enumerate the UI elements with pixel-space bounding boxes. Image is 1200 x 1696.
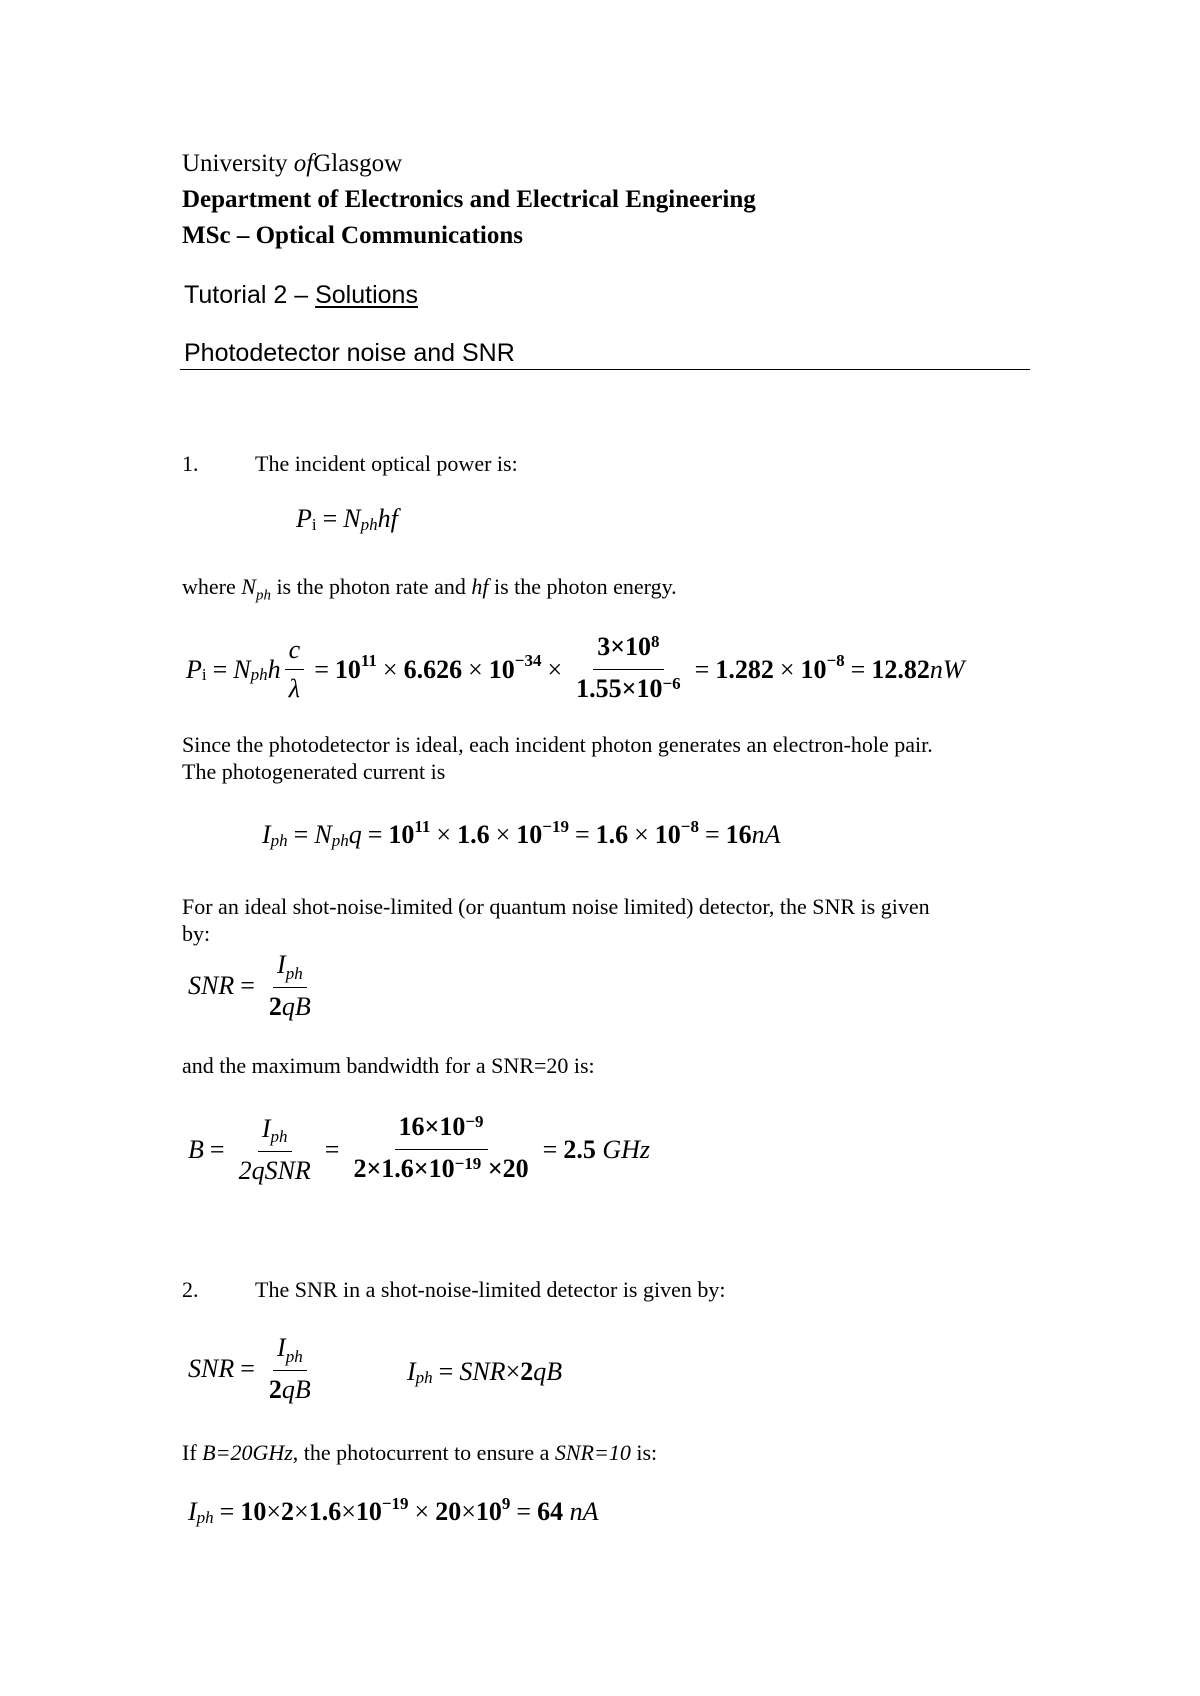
bw-num: I xyxy=(261,1113,271,1143)
snr1-lhs: SNR xyxy=(188,971,235,1000)
iph3-lhs: I xyxy=(188,1497,197,1526)
university-line xyxy=(182,150,402,178)
eq-incident-power xyxy=(296,504,398,534)
where-hf: hf xyxy=(471,574,489,599)
iph-t3-exp: −19 xyxy=(542,816,569,836)
iph3-f-exp: 9 xyxy=(501,1493,511,1513)
where-nph: N xyxy=(241,574,256,599)
eq-bandwidth: B = $\frac{I_{ph}}{\text{2qSNR}}$ = $\frac{16\times 10^{-9}}{2\times 1.6\times 10^{-19} \times 20}$ = 2.5 GHz xyxy=(188,1110,650,1189)
eq-snr-1: SNR = $\frac{I_{ph}}{2qB}$ xyxy=(188,948,319,1024)
tutorial-subtitle: Photodetector noise and SNR xyxy=(184,339,515,367)
if-pre: If xyxy=(182,1440,203,1465)
bw-lhs: B xyxy=(188,1134,204,1164)
iph2-lhs: I xyxy=(407,1357,416,1386)
tutorial-solutions: Solutions xyxy=(315,281,418,309)
iph2-qb: qB xyxy=(533,1357,563,1386)
snr1-den-b: qB xyxy=(281,992,311,1021)
iph-unit: nA xyxy=(751,820,781,849)
calc-num-b: 10 xyxy=(625,632,652,661)
iph-t2: 1.6 xyxy=(457,820,490,849)
calc-p: P xyxy=(186,654,202,684)
bw-den2-c: 10 xyxy=(428,1154,455,1183)
snr1-num: I xyxy=(277,950,286,979)
iph-sub: ph xyxy=(270,830,288,850)
bw-den2-a: 2 xyxy=(353,1154,367,1183)
iph3-e: 20 xyxy=(435,1497,462,1526)
bw-den2-d: 20 xyxy=(502,1154,529,1183)
calc-c: c xyxy=(288,635,301,664)
bw-unit: GHz xyxy=(602,1134,650,1164)
iph-t1: 10 xyxy=(388,820,415,849)
iph-r1: 1.6 xyxy=(595,820,629,849)
if-mid: , the photocurrent to ensure a xyxy=(292,1440,555,1465)
calc-t1-exp: 11 xyxy=(360,651,377,670)
eq-photocurrent: I $_{ph}$ = N $_{ph}$ q = 10 $^{11}$ × 1.6 × 10 $^{-19}$ = 1.6 × 10 $^{-8}$ = 16 nA xyxy=(262,816,781,850)
q1-for-line2: by: xyxy=(182,921,211,946)
calc-r2-exp: −8 xyxy=(826,651,845,670)
iph-n-sub: ph xyxy=(331,830,349,850)
university-word: University xyxy=(182,150,288,177)
university-city: Glasgow xyxy=(313,150,403,177)
iph-i: I xyxy=(262,820,271,849)
bw-den: 2qSNR xyxy=(238,1155,311,1185)
q1-number: 1. xyxy=(182,451,199,476)
iph3-b: 2 xyxy=(281,1497,295,1526)
snr2-num: I xyxy=(277,1333,286,1362)
snr1-num-sub: ph xyxy=(285,963,303,983)
frac-c-over-lambda-values: $\frac{3\times 10^8}{1.55\times 10^{-6}}$ xyxy=(576,631,681,703)
calc-unit: nW xyxy=(929,654,965,684)
university-of: of xyxy=(293,150,314,177)
eq-n-sub: ph xyxy=(360,514,378,534)
bw-frac-1 xyxy=(235,1112,315,1188)
bw-num2-b: 10 xyxy=(439,1112,466,1141)
department-line: Department of Electronics and Electrical Engineering xyxy=(182,186,756,213)
iph-result: 16 xyxy=(725,820,752,849)
eq-n-symbol: N xyxy=(343,504,361,533)
bw-den2-b: 1.6 xyxy=(381,1154,414,1183)
iph3-sub: ph xyxy=(196,1507,214,1527)
frac-c-lambda xyxy=(285,633,305,706)
tutorial-prefix: Tutorial 2 – xyxy=(184,281,316,309)
bw-num2-exp: −9 xyxy=(465,1111,484,1131)
q2-intro: The SNR in a shot-noise-limited detector is given by: xyxy=(255,1277,726,1302)
if-b: B=20GHz xyxy=(202,1440,293,1465)
iph-r2-exp: −8 xyxy=(680,816,699,836)
calc-r1: 1.282 xyxy=(715,654,774,684)
q2-if-text xyxy=(182,1439,657,1467)
iph2-sub: ph xyxy=(415,1367,433,1387)
snr2-den-a: 2 xyxy=(268,1375,282,1404)
calc-num-a: 3 xyxy=(597,632,611,661)
eq-pi-sub: i xyxy=(311,514,317,534)
calc-p-sub: i xyxy=(201,665,207,685)
calc-den-a: 1.55 xyxy=(576,674,622,703)
calc-h: h xyxy=(267,654,281,684)
iph-n: N xyxy=(314,820,332,849)
iph2-two: 2 xyxy=(520,1357,534,1386)
q1-since-line1: Since the photodetector is ideal, each incident photon generates an electron-hole pair. xyxy=(182,732,933,757)
iph3-d-exp: −19 xyxy=(381,1493,409,1513)
bw-frac-2: $\frac{16\times 10^{-9}}{2\times 1.6\times 10^{-19} \times 20}$ xyxy=(353,1111,529,1183)
eq-incident-power-calc: P $_i$ = N $_{ph}$ h $\frac{c}{\lambda}$ = 10 $^{11}$ × 6.626 × 10 $^{-34}$ × $\frac{3\times 10^8}{1.55\times 10^{-6}}$ = 1.282 × 10 $^{-8}$ = 12.82 nW xyxy=(186,630,965,709)
eq-hf: hf xyxy=(377,504,398,533)
calc-den-exp: −6 xyxy=(662,673,681,693)
calc-t1: 10 xyxy=(334,654,361,684)
calc-n-sub: ph xyxy=(250,665,268,685)
course-line: MSc – Optical Communications xyxy=(182,222,523,249)
q1-bandwidth-text: and the maximum bandwidth for a SNR=20 is: xyxy=(182,1053,595,1078)
eq-equals: = xyxy=(322,504,338,533)
if-post: is: xyxy=(630,1440,658,1465)
q2-number: 2. xyxy=(182,1277,199,1302)
bw-num2-a: 16 xyxy=(398,1112,425,1141)
eq-iph-3: I $_{ph}$ = 10 × 2 × 1.6 × 10 $^{-19}$ × 20 × 10 $^9$ = 64 nA xyxy=(188,1493,599,1527)
iph3-result: 64 xyxy=(537,1497,564,1526)
iph-r2: 10 xyxy=(654,820,681,849)
calc-num-exp: 8 xyxy=(651,631,660,651)
iph3-d: 10 xyxy=(355,1497,382,1526)
iph3-unit: nA xyxy=(569,1497,599,1526)
eq-pi-symbol: P xyxy=(296,504,312,533)
bw-den2-exp: −19 xyxy=(454,1153,482,1173)
iph3-f: 10 xyxy=(475,1497,502,1526)
snr2-den-b: qB xyxy=(281,1375,311,1404)
tutorial-title xyxy=(184,281,418,310)
calc-den-b: 10 xyxy=(636,674,663,703)
q1-for-line1: For an ideal shot-noise-limited (or quantum noise limited) detector, the SNR is given xyxy=(182,894,930,919)
calc-result: 12.82 xyxy=(871,654,930,684)
where-pre: where xyxy=(182,574,242,599)
iph2-snr: SNR xyxy=(459,1357,506,1386)
iph-t1-exp: 11 xyxy=(414,816,431,836)
where-post: is the photon energy. xyxy=(488,574,677,599)
where-mid: is the photon rate and xyxy=(270,574,472,599)
if-snr: SNR=10 xyxy=(554,1440,631,1465)
bw-num-sub: ph xyxy=(270,1127,288,1147)
calc-t2: 6.626 xyxy=(403,654,463,684)
bw-result: 2.5 xyxy=(563,1134,596,1164)
snr2-lhs: SNR xyxy=(188,1354,235,1383)
q1-where-text xyxy=(182,573,677,609)
iph-t3: 10 xyxy=(516,820,543,849)
where-nph-sub: ph xyxy=(255,587,271,604)
header-rule xyxy=(180,369,1030,370)
eq-snr-2: SNR = $\frac{I_{ph}}{2qB}$ xyxy=(188,1331,319,1407)
snr1-frac xyxy=(265,948,315,1024)
calc-t3-exp: −34 xyxy=(514,651,542,670)
q1-since-line2: The photogenerated current is xyxy=(182,759,446,784)
snr1-den-a: 2 xyxy=(268,992,282,1021)
snr2-num-sub: ph xyxy=(285,1346,303,1366)
calc-lambda: λ xyxy=(288,674,301,703)
iph3-c: 1.6 xyxy=(308,1497,342,1526)
snr2-frac xyxy=(265,1331,315,1407)
eq-iph-2: I $_{ph}$ = SNR × 2 qB xyxy=(407,1357,563,1387)
iph-q: q xyxy=(348,820,362,849)
calc-t3: 10 xyxy=(488,654,515,684)
iph3-a: 10 xyxy=(240,1497,267,1526)
q1-intro: The incident optical power is: xyxy=(255,451,518,476)
calc-n: N xyxy=(233,654,251,684)
calc-r2: 10 xyxy=(800,654,827,684)
